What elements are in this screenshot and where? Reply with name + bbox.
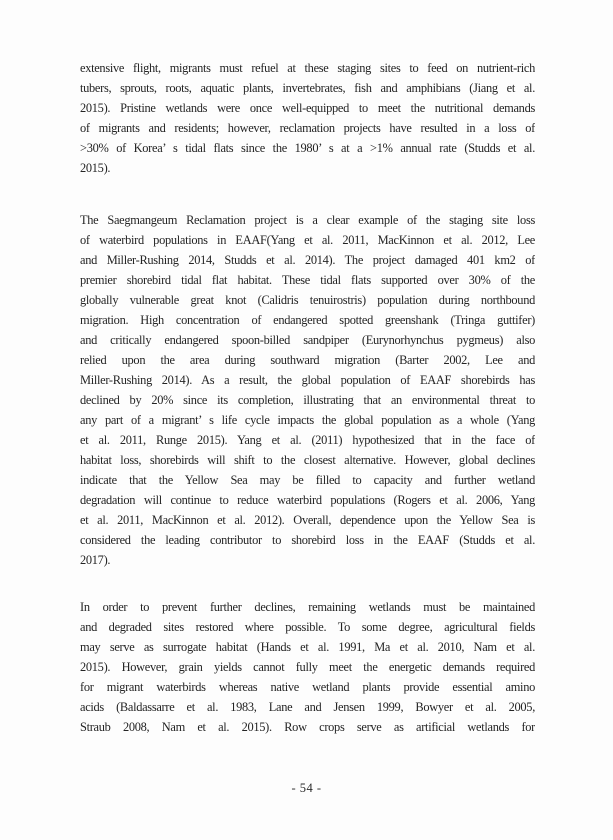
text-line: et al. 2011, MacKinnon et al. 2012). Overall, dependence upon the Yellow Sea is bbox=[80, 513, 535, 527]
text-line: 2015). bbox=[80, 161, 111, 175]
text-line: premier shorebird tidal flat habitat. These tidal flats supported over 30% of the bbox=[80, 273, 535, 287]
paragraph-staging-sites bbox=[80, 58, 535, 178]
text-line: acids (Baldassarre et al. 1983, Lane and Jensen 1999, Bowyer et al. 2005, bbox=[80, 700, 535, 714]
text-line: of migrants and residents; however, reclamation projects have resulted in a loss of bbox=[80, 121, 535, 135]
text-line: In order to prevent further declines, remaining wetlands must be maintained bbox=[80, 600, 535, 614]
text-line: considered the leading contributor to shorebird loss in the EAAF (Studds et al. bbox=[80, 533, 535, 547]
page-number: - 54 - bbox=[291, 781, 322, 795]
text-line: declined by 20% since its completion, illustrating that an environmental threat to bbox=[80, 393, 535, 407]
text-line: Miller-Rushing 2014). As a result, the global population of EAAF shorebirds has bbox=[80, 373, 535, 387]
text-line: habitat loss, shorebirds will shift to the closest alternative. However, global declines bbox=[80, 453, 535, 467]
paragraph-saegmangeum-reclamation bbox=[80, 210, 535, 570]
text-line: and Miller-Rushing 2014, Studds et al. 2014). The project damaged 401 km2 of bbox=[80, 253, 535, 267]
page-body-text bbox=[80, 58, 535, 737]
text-line: Straub 2008, Nam et al. 2015). Row crops serve as artificial wetlands for bbox=[80, 720, 535, 734]
page-footer bbox=[0, 779, 613, 797]
text-line: 2017). bbox=[80, 553, 111, 567]
text-line: extensive flight, migrants must refuel at these staging sites to feed on nutrient-rich bbox=[80, 61, 535, 75]
text-line: et al. 2011, Runge 2015). Yang et al. (2011) hypothesized that in the face of bbox=[80, 433, 535, 447]
text-line: The Saegmangeum Reclamation project is a clear example of the staging site loss bbox=[80, 213, 535, 227]
text-line: for migrant waterbirds whereas native wetland plants provide essential amino bbox=[80, 680, 535, 694]
text-line: and degraded sites restored where possible. To some degree, agricultural fields bbox=[80, 620, 535, 634]
paragraph-wetland-restoration bbox=[80, 597, 535, 737]
text-line: 2015). However, grain yields cannot fully meet the energetic demands required bbox=[80, 660, 535, 674]
text-line: migration. High concentration of endangered spotted greenshank (Tringa guttifer) bbox=[80, 313, 535, 327]
text-line: may serve as surrogate habitat (Hands et al. 1991, Ma et al. 2010, Nam et al. bbox=[80, 640, 535, 654]
text-line: globally vulnerable great knot (Calidris tenuirostris) population during northbound bbox=[80, 293, 535, 307]
text-line: relied upon the area during southward migration (Barter 2002, Lee and bbox=[80, 353, 535, 367]
text-line: and critically endangered spoon-billed sandpiper (Eurynorhynchus pygmeus) also bbox=[80, 333, 535, 347]
text-line: indicate that the Yellow Sea may be filled to capacity and further wetland bbox=[80, 473, 535, 487]
text-line: tubers, sprouts, roots, aquatic plants, invertebrates, fish and amphibians (Jiang et al. bbox=[80, 81, 535, 95]
text-line: any part of a migrant’ s life cycle impacts the global population as a whole (Yang bbox=[80, 413, 535, 427]
text-line: of waterbird populations in EAAF(Yang et al. 2011, MacKinnon et al. 2012, Lee bbox=[80, 233, 535, 247]
text-line: degradation will continue to reduce waterbird populations (Rogers et al. 2006, Yang bbox=[80, 493, 535, 507]
text-line: >30% of Korea’ s tidal flats since the 1980’ s at a >1% annual rate (Studds et al. bbox=[80, 141, 535, 155]
text-line: 2015). Pristine wetlands were once well-equipped to meet the nutritional demands bbox=[80, 101, 535, 115]
